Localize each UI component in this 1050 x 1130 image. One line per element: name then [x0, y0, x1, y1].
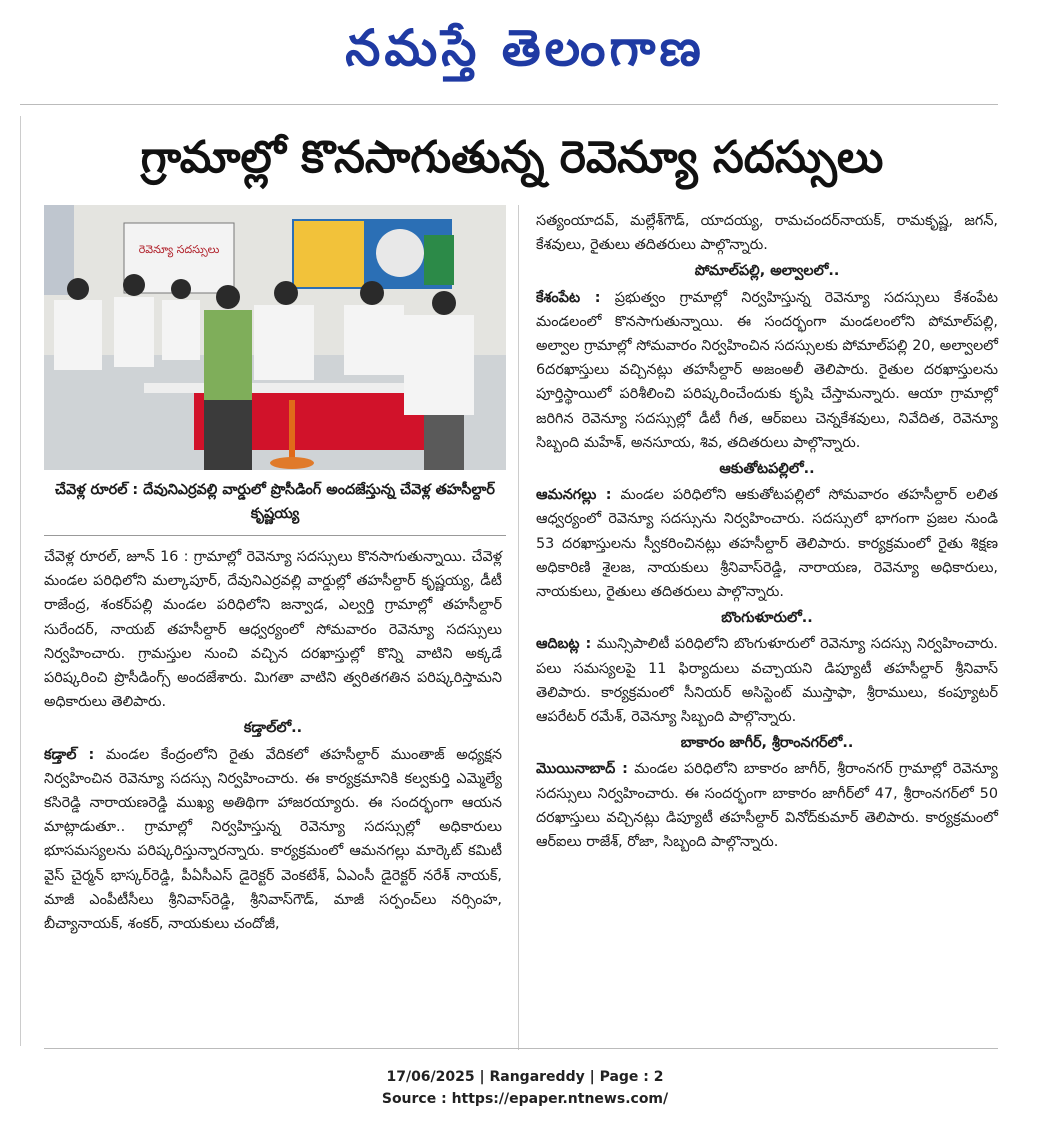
dateline-kadthal: కడ్తాల్ :: [44, 746, 95, 763]
amanagallu-paragraph: [536, 483, 998, 604]
article-headline: గ్రామాల్లో కొనసాగుతున్న రెవెన్యూ సదస్సులు: [140, 132, 884, 183]
left-column: [44, 545, 502, 936]
caption-divider: [44, 535, 506, 536]
masthead-divider: [20, 104, 998, 105]
adibatla-paragraph: [536, 632, 998, 729]
kadthal-text: మండల కేంద్రంలోని రైతు వేదికలో తహసీల్దార్ ముంతాజ్ అధ్యక్షన నిర్వహించిన రెవెన్యూ సదస్సు నిర్వహించారు. ఈ కార్యక్రమానికి కల్వకుర్తి ఎమ్మెల్యే కసిరెడ్డి నారాయణరెడ్డి ముఖ్య అతిథిగా హాజరయ్యారు. ఈ సందర్భంగా ఆయన మాట్లాడుతూ.. గ్రామాల్లో నిర్వహిస్తున్న రెవెన్యూ సదస్సుల్లో అధికారులు భూసమస్యలను పరిష్కరిస్తున్నారన్నారు. కార్యక్రమంలో ఆమనగల్లు మార్కెట్ కమిటీ వైస్ చైర్మన్ భాస్కర్‌రెడ్డి, పీఏసీఎస్ డైరెక్టర్ వెంకటేశ్, ఏఎంసీ డైరెక్టర్ నరేశ్ నాయక్, మాజీ ఎంపీటీసీలు శ్రీనివాస్‌రెడ్డి, శ్రీనివాస్‌గౌడ్, మాజీ సర్పంచ్‌లు నర్సింహ, బీచ్యానాయక్, శంకర్, నాయకులు చందోజీ,: [44, 746, 502, 933]
masthead: [0, 8, 1050, 88]
adibatla-text: మున్సిపాలిటీ పరిధిలోని బొంగుళూరులో రెవెన్యూ సదస్సు నిర్వహించారు. పలు సమస్యలపై 11 ఫిర్యాదులు వచ్చాయని డిప్యూటీ తహసీల్దార్ శ్రీనివాస్ తెలిపారు. కార్యక్రమంలో సీనియర్ అసిస్టెంట్ ముస్తాఫా, శ్రీరాములు, కంప్యూటర్ ఆపరేటర్ రమేశ్, రెవెన్యూ సిబ్బంది పాల్గొన్నారు.: [536, 636, 999, 726]
dateline-keshampet: కేశంపేట :: [536, 289, 601, 306]
subheading-pomalpally: పోమాల్‌పల్లి, అల్వాలలో..: [694, 263, 840, 280]
moinabad-text: మండల పరిధిలోని బాకారం జాగీర్, శ్రీరాంనగర్ గ్రామాల్లో రెవెన్యూ సదస్సులు నిర్వహించారు. ఈ సందర్భంగా బాకారం జాగీర్‌లో 47, శ్రీరాంనగర్‌లో 50 దరఖాస్తులు వచ్చినట్లు డిప్యూటీ తహసీల్దార్ వినోద్‌కుమార్ తెలిపారు. కార్యక్రమంలో ఆర్ఐలు రాజేశ్, రోజా, సిబ్బంది పాల్గొన్నారు.: [536, 761, 998, 851]
continuation-paragraph: సత్యంయాదవ్, మల్లేశ్‌గౌడ్, యాదయ్య, రామచందర్‌నాయక్, రామకృష్ణ, జగన్, కేశవులు, రైతులు తదితరులు పాల్గొన్నారు.: [536, 213, 998, 254]
subheading-bakaram: బాకారం జాగీర్, శ్రీరాంనగర్‌లో..: [680, 735, 854, 752]
photo-illustration: [44, 205, 506, 470]
dateline-moinabad: మొయినాబాద్ :: [536, 761, 628, 778]
subheading-bonguluru: బొంగుళూరులో..: [721, 610, 813, 627]
moinabad-paragraph: [536, 757, 998, 854]
footer-source-link[interactable]: Source : https://epaper.ntnews.com/: [381, 1091, 669, 1107]
keshampet-text: ప్రభుత్వం గ్రామాల్లో నిర్వహిస్తున్న రెవెన్యూ సదస్సులు కేశంపేట మండలంలో కొనసాగుతున్నాయి. ఈ సందర్భంగా మండలంలోని పోమాల్‌పల్లి, అల్వాల గ్రామాల్లో సోమవారం నిర్వహించిన సదస్సులకు పోమాల్‌పల్లి 20, అల్వాలలో 6దరఖాస్తులు వచ్చినట్లు తహసీల్దార్ అజంఅలీ తెలిపారు. రైతుల దరఖాస్తులను పూర్తిస్థాయిలో పరిశీలించి పరిష్కరించేందుకు కృషి చేస్తామన్నారు. ఆయా గ్రామాల్లో జరిగిన రెవెన్యూ సదస్సుల్లో డీటీ గీత, ఆర్ఐలు చెన్నకేశవులు, నివేదిత, రెవెన్యూ సిబ్బంది మహేశ్, అనసూయ, శివ, తదితరులు పాల్గొన్నారు.: [536, 289, 998, 451]
right-column: [536, 209, 998, 854]
amanagallu-text: మండల పరిధిలోని ఆకుతోటపల్లిలో సోమవారం తహసీల్దార్ లలిత ఆధ్వర్యంలో రెవెన్యూ సదస్సును నిర్వహించారు. సదస్సులో భాగంగా ప్రజల నుండి 53 దరఖాస్తులను స్వీకరించినట్లు తహసీల్దార్ తెలిపారు. కార్యక్రమంలో రైతు శిక్షణ అధికారిణి శైలజ, నాయకులు శ్రీనివాస్‌రెడ్డి, నారాయణ, రెవెన్యూ అధికారులు, నాయకులు, రైతులు తదితరులు పాల్గొన్నారు.: [536, 487, 998, 601]
subheading-akuthotapally: ఆకుతోటపల్లిలో..: [719, 461, 815, 478]
left-border: [20, 116, 21, 1046]
kadthal-paragraph: [44, 743, 502, 937]
footer-edition-info: 17/06/2025 | Rangareddy | Page : 2: [386, 1069, 664, 1085]
column-divider: [518, 205, 519, 1050]
dateline-adibatla: ఆదిబట్ల :: [536, 636, 592, 653]
intro-paragraph: చేవెళ్ల రూరల్, జూన్ 16 : గ్రామాల్లో రెవెన్యూ సదస్సులు కొనసాగుతున్నాయి. చేవెళ్ల మండల పరిధిలోని మల్కాపూర్, దేవునిఎర్రవల్లి వార్డుల్లో తహసీల్దార్ కృష్ణయ్య, డీటీ రాజేంద్ర, శంకర్‌పల్లి మండల పరిధిలోని జన్వాడ, ఎల్వర్తి గ్రామాల్లో తహసీల్దార్ సురేందర్, నాయబ్ తహసీల్దార్ ఆధ్వర్యంలో సోమవారం రెవెన్యూ సదస్సులు నిర్వహించారు. గ్రామస్తుల నుంచి వచ్చిన దరఖాస్తుల్లో కొన్ని వాటిని అక్కడే పరిష్కరించి ప్రొసీడింగ్స్ అందజేశారు. మిగతా వాటిని త్వరితగతిన పరిష్కరిస్తామని అధికారులు తెలిపారు.: [44, 549, 502, 711]
photo-banner-text: రెవెన్యూ సదస్సులు: [138, 243, 220, 256]
keshampet-paragraph: [536, 286, 998, 455]
footer-divider: [44, 1048, 998, 1049]
footer: [0, 1066, 1050, 1110]
subheading-kadthal: కడ్తాల్‌లో..: [243, 720, 303, 737]
dateline-amanagallu: ఆమనగల్లు :: [536, 487, 612, 504]
article-photo: [44, 205, 506, 470]
photo-caption: చేవెళ్ల రూరల్ : దేవునిఎర్రవల్లి వార్డులో ప్రొసీడింగ్ అందజేస్తున్న చేవెళ్ల తహసీల్దార్ కృష్ణయ్య: [55, 482, 495, 522]
masthead-logo: నమస్తే తెలంగాణ: [345, 19, 705, 77]
